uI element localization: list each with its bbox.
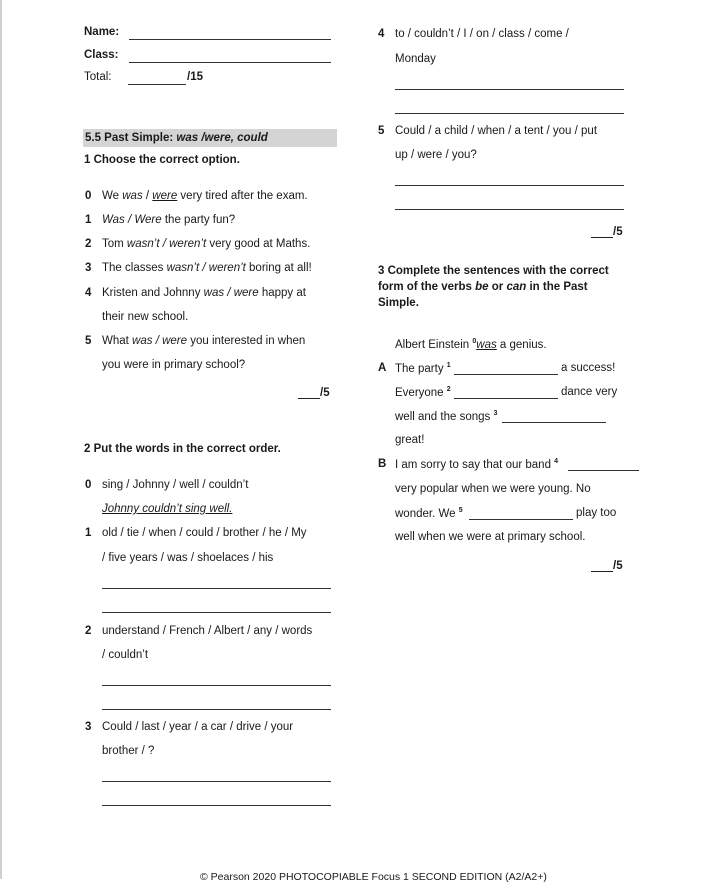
answer-line	[102, 805, 331, 806]
answer-line	[102, 588, 331, 589]
page-edge	[0, 0, 2, 879]
answer-line	[102, 612, 331, 613]
class-line	[129, 62, 331, 63]
total-label: Total:	[84, 71, 112, 83]
answer-line	[395, 89, 624, 90]
gap-line-4	[568, 470, 639, 471]
name-line	[129, 39, 331, 40]
gap-line-1	[454, 374, 558, 375]
ex2-example-answer: Johnny couldn’t sing well.	[102, 503, 233, 515]
gap-line-2	[454, 398, 558, 399]
ex2-score: /5	[591, 226, 623, 238]
answer-line	[102, 781, 331, 782]
answer-line	[395, 185, 624, 186]
name-label: Name:	[84, 26, 120, 38]
footer-copyright: © Pearson 2020 PHOTOCOPIABLE Focus 1 SECOND EDITION (A2/A2+)	[200, 871, 547, 883]
ex1-score: /5	[298, 387, 330, 399]
ex2-title: 2 Put the words in the correct order.	[84, 443, 281, 455]
total-max: /15	[187, 71, 203, 83]
ex1-title: 1 Choose the correct option.	[84, 154, 240, 166]
section-title: 5.5 Past Simple: was /were, could	[85, 132, 268, 144]
class-label: Class:	[84, 49, 119, 61]
gap-line-5	[469, 519, 573, 520]
total-line	[128, 84, 186, 85]
ex3-example: Albert Einstein $^0$was a genius.	[395, 338, 547, 351]
gap-line-3	[502, 422, 606, 423]
ex3-score: /5	[591, 560, 623, 572]
answer-line	[102, 685, 331, 686]
answer-line	[102, 709, 331, 710]
answer-line	[395, 113, 624, 114]
answer-line	[395, 209, 624, 210]
